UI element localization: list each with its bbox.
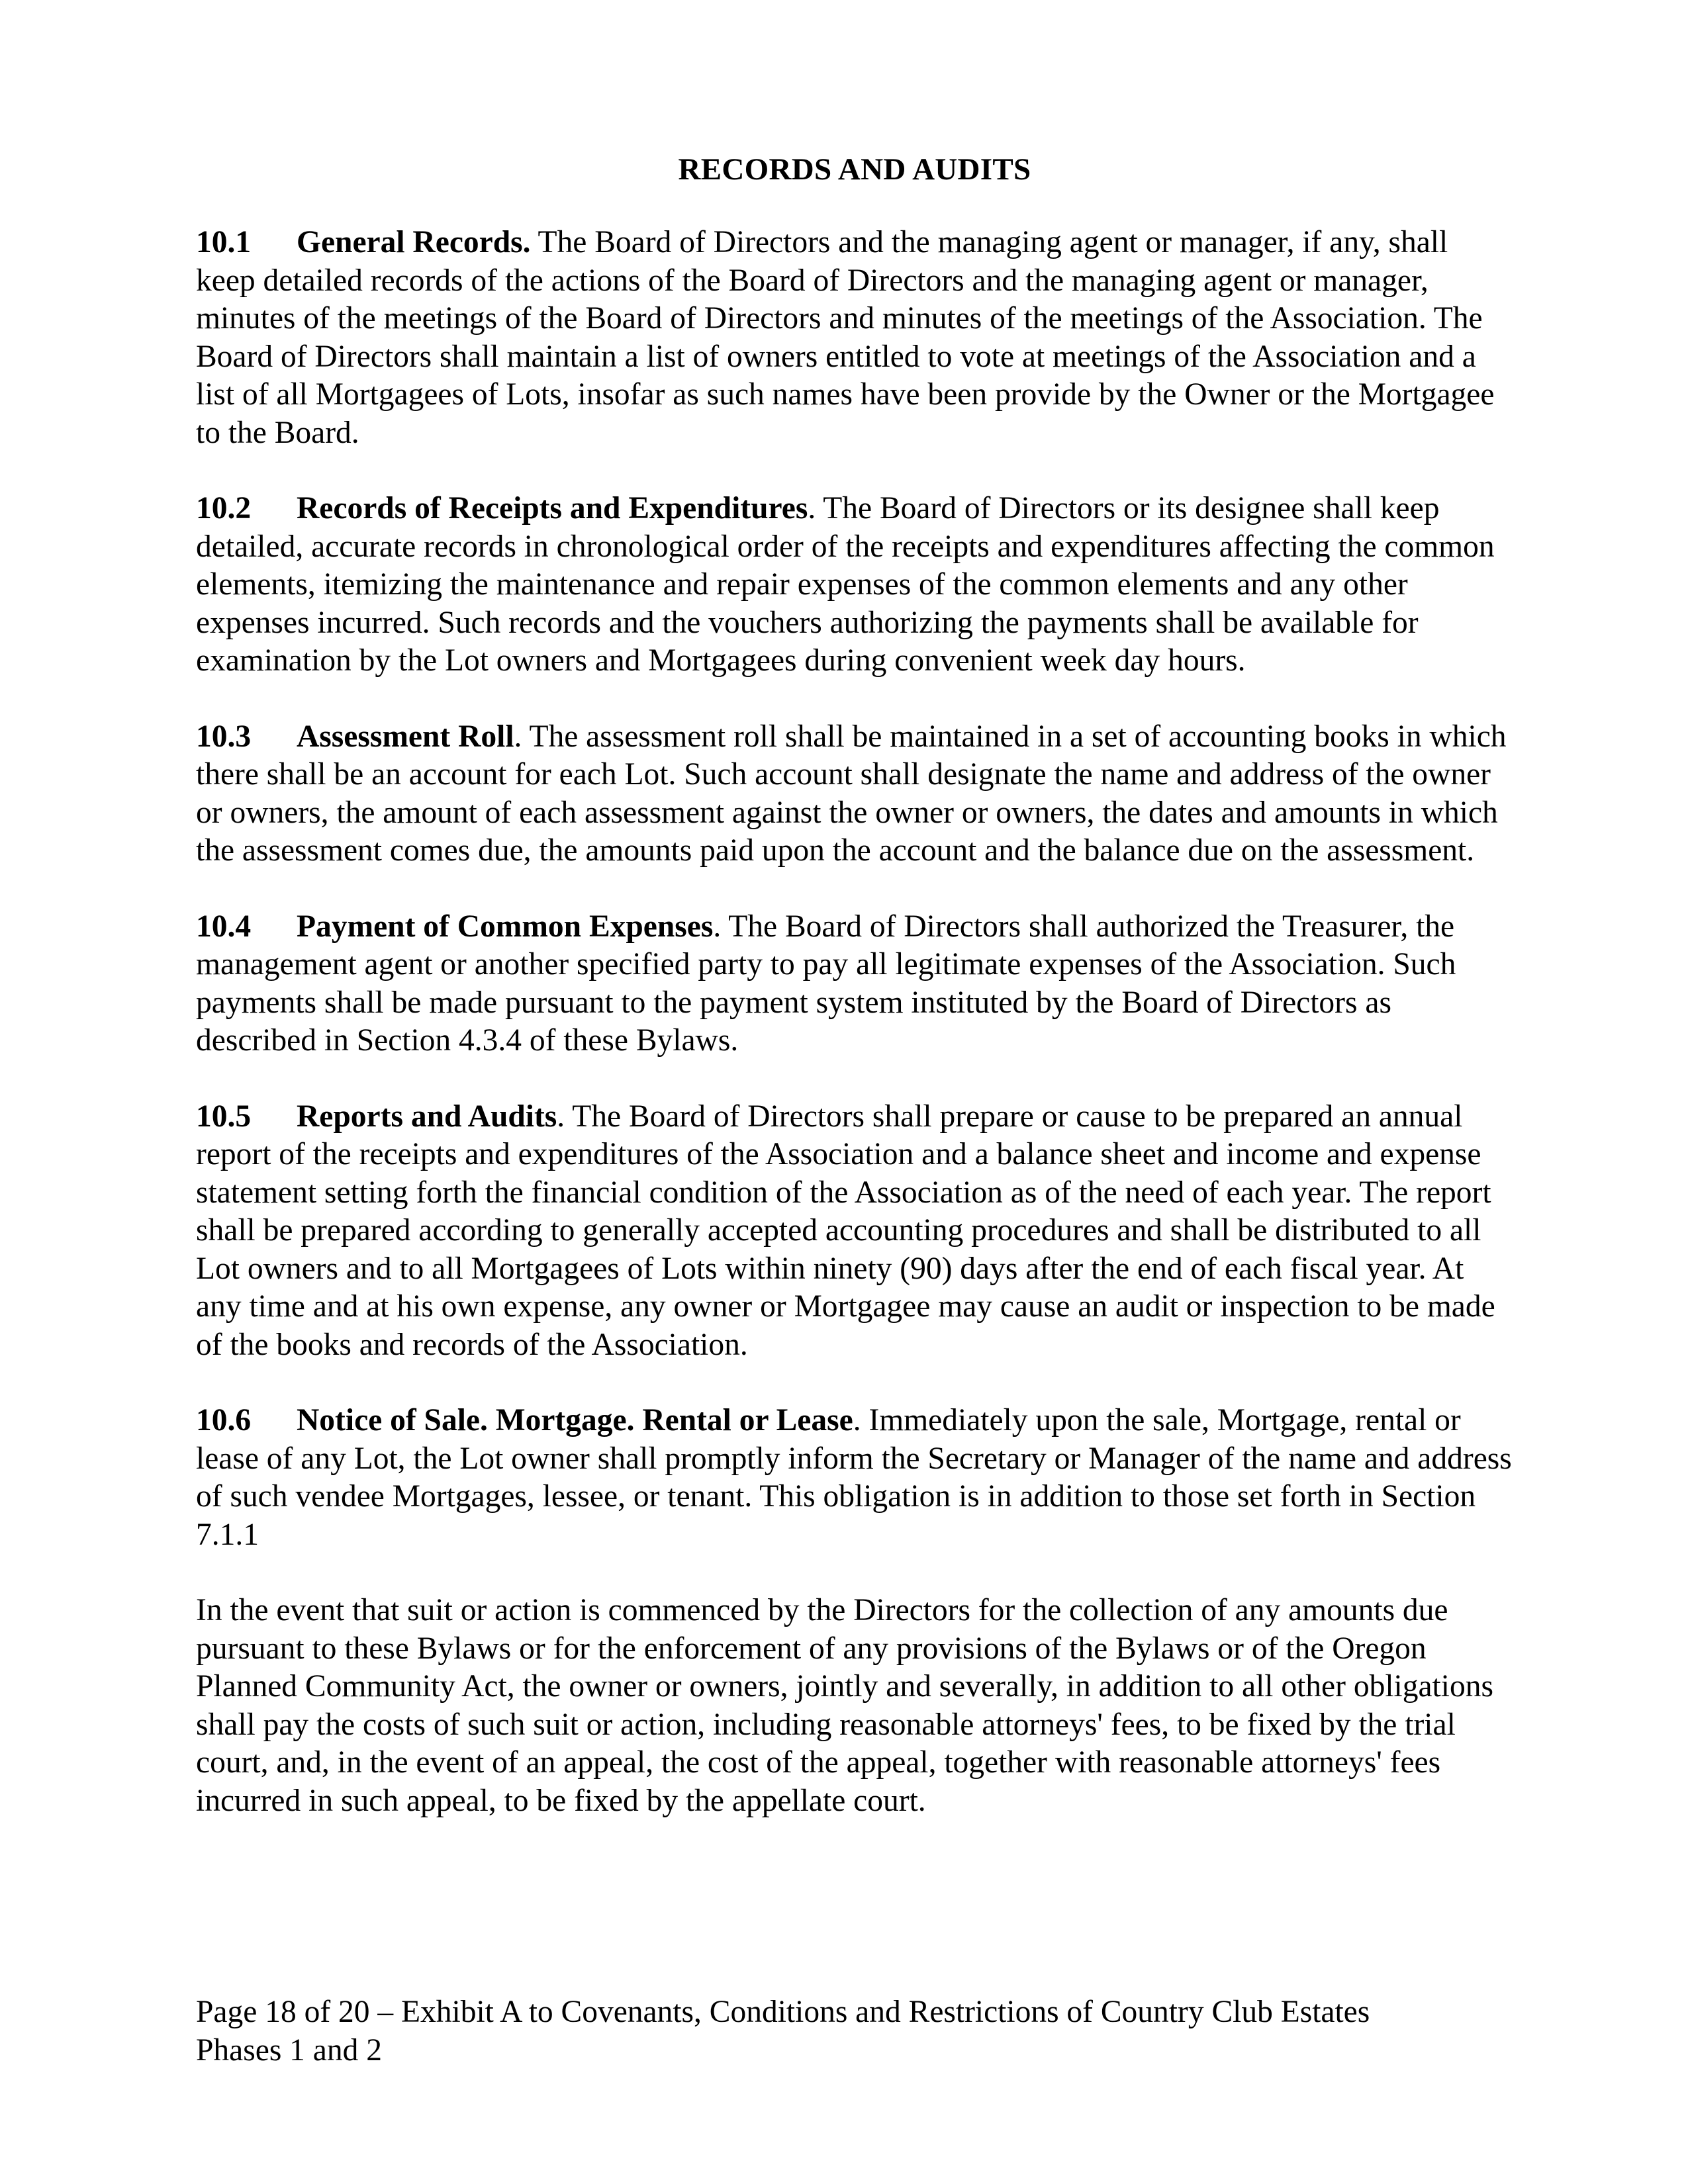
section-number: 10.6 [196, 1403, 252, 1437]
section-heading: General Records. [297, 225, 531, 259]
section-body: . Immediately upon the sale, Mortgage, rental or lease of any Lot, the Lot owner shall promptly inform the Secretary or Manager of the name and address of such vendee Mortgages, lessee, or tenant. This obligation is in addition to those set forth in Section 7.1.1 [196, 1403, 1512, 1552]
section-body: The Board of Directors and the managing agent or manager, if any, shall keep detailed records of the actions of the Board of Directors and the managing agent or manager, minutes of the meetings of the Board of Directors and minutes of the meetings of the Association. The Board of Directors shall maintain a list of owners entitled to vote at meetings of the Association and a list of all Mortgagees of Lots, insofar as such names have been provide by the Owner or the Mortgagee to the Board. [196, 225, 1495, 450]
section-10-1 [196, 224, 1513, 452]
closing-paragraph: In the event that suit or action is commenced by the Directors for the collection of any amounts due pursuant to these Bylaws or for the enforcement of any provisions of the Bylaws or of the Oregon Planned Community Act, the owner or owners, jointly and severally, in addition to all other obligations shall pay the costs of such suit or action, including reasonable attorneys' fees, to be fixed by the trial court, and, in the event of an appeal, the cost of the appeal, together with reasonable attorneys' fees incurred in such appeal, to be fixed by the appellate court. [196, 1593, 1493, 1818]
section-heading: Reports and Audits [297, 1099, 557, 1134]
section-10-4 [196, 908, 1513, 1060]
section-heading: Records of Receipts and Expenditures [297, 491, 808, 525]
section-number: 10.1 [196, 225, 252, 259]
section-number: 10.5 [196, 1099, 252, 1134]
section-body: . The assessment roll shall be maintained in a set of accounting books in which there shall be an account for each Lot. Such account shall designate the name and address of the owner or owners, the amount of each assessment against the owner or owners, the dates and amounts in which the assessment comes due, the amounts paid upon the account and the balance due on the assessment. [196, 719, 1507, 868]
section-body: . The Board of Directors or its designee shall keep detailed, accurate records in chronological order of the receipts and expenditures affecting the common elements, itemizing the maintenance and repair expenses of the common elements and any other expenses incurred. Such records and the vouchers authorizing the payments shall be available for examination by the Lot owners and Mortgagees during convenient week day hours. [196, 491, 1495, 678]
section-body: . The Board of Directors shall prepare or cause to be prepared an annual report of the receipts and expenditures of the Association and a balance sheet and income and expense statement setting forth the financial condition of the Association as of the need of each year. The report shall be prepared according to generally accepted accounting procedures and shall be distributed to all Lot owners and to all Mortgagees of Lots within ninety (90) days after the end of each fiscal year. At any time and at his own expense, any owner or Mortgagee may cause an audit or inspection to be made of the books and records of the Association. [196, 1099, 1495, 1362]
section-heading: Assessment Roll [297, 719, 514, 754]
page-footer [196, 1993, 1513, 2070]
section-heading: Notice of Sale. Mortgage. Rental or Lease [297, 1403, 853, 1437]
section-10-2 [196, 490, 1513, 680]
document-page [196, 150, 1513, 1858]
section-10-5 [196, 1098, 1513, 1365]
section-10-3 [196, 718, 1513, 870]
section-heading: Payment of Common Expenses [297, 909, 714, 944]
section-body: . The Board of Directors shall authorized the Treasurer, the management agent or another specified party to pay all legitimate expenses of the Association. Such payments shall be made pursuant to the payment system instituted by the Board of Directors as described in Section 4.3.4 of these Bylaws. [196, 909, 1456, 1058]
footer-line-1: Page 18 of 20 – Exhibit A to Covenants, Conditions and Restrictions of Country Club Estates [196, 1995, 1370, 2029]
section-number: 10.3 [196, 719, 252, 754]
section-number: 10.2 [196, 491, 252, 525]
page-title: RECORDS AND AUDITS [678, 152, 1031, 187]
section-number: 10.4 [196, 909, 252, 944]
section-10-6 [196, 1402, 1513, 1554]
footer-line-2: Phases 1 and 2 [196, 2032, 383, 2068]
